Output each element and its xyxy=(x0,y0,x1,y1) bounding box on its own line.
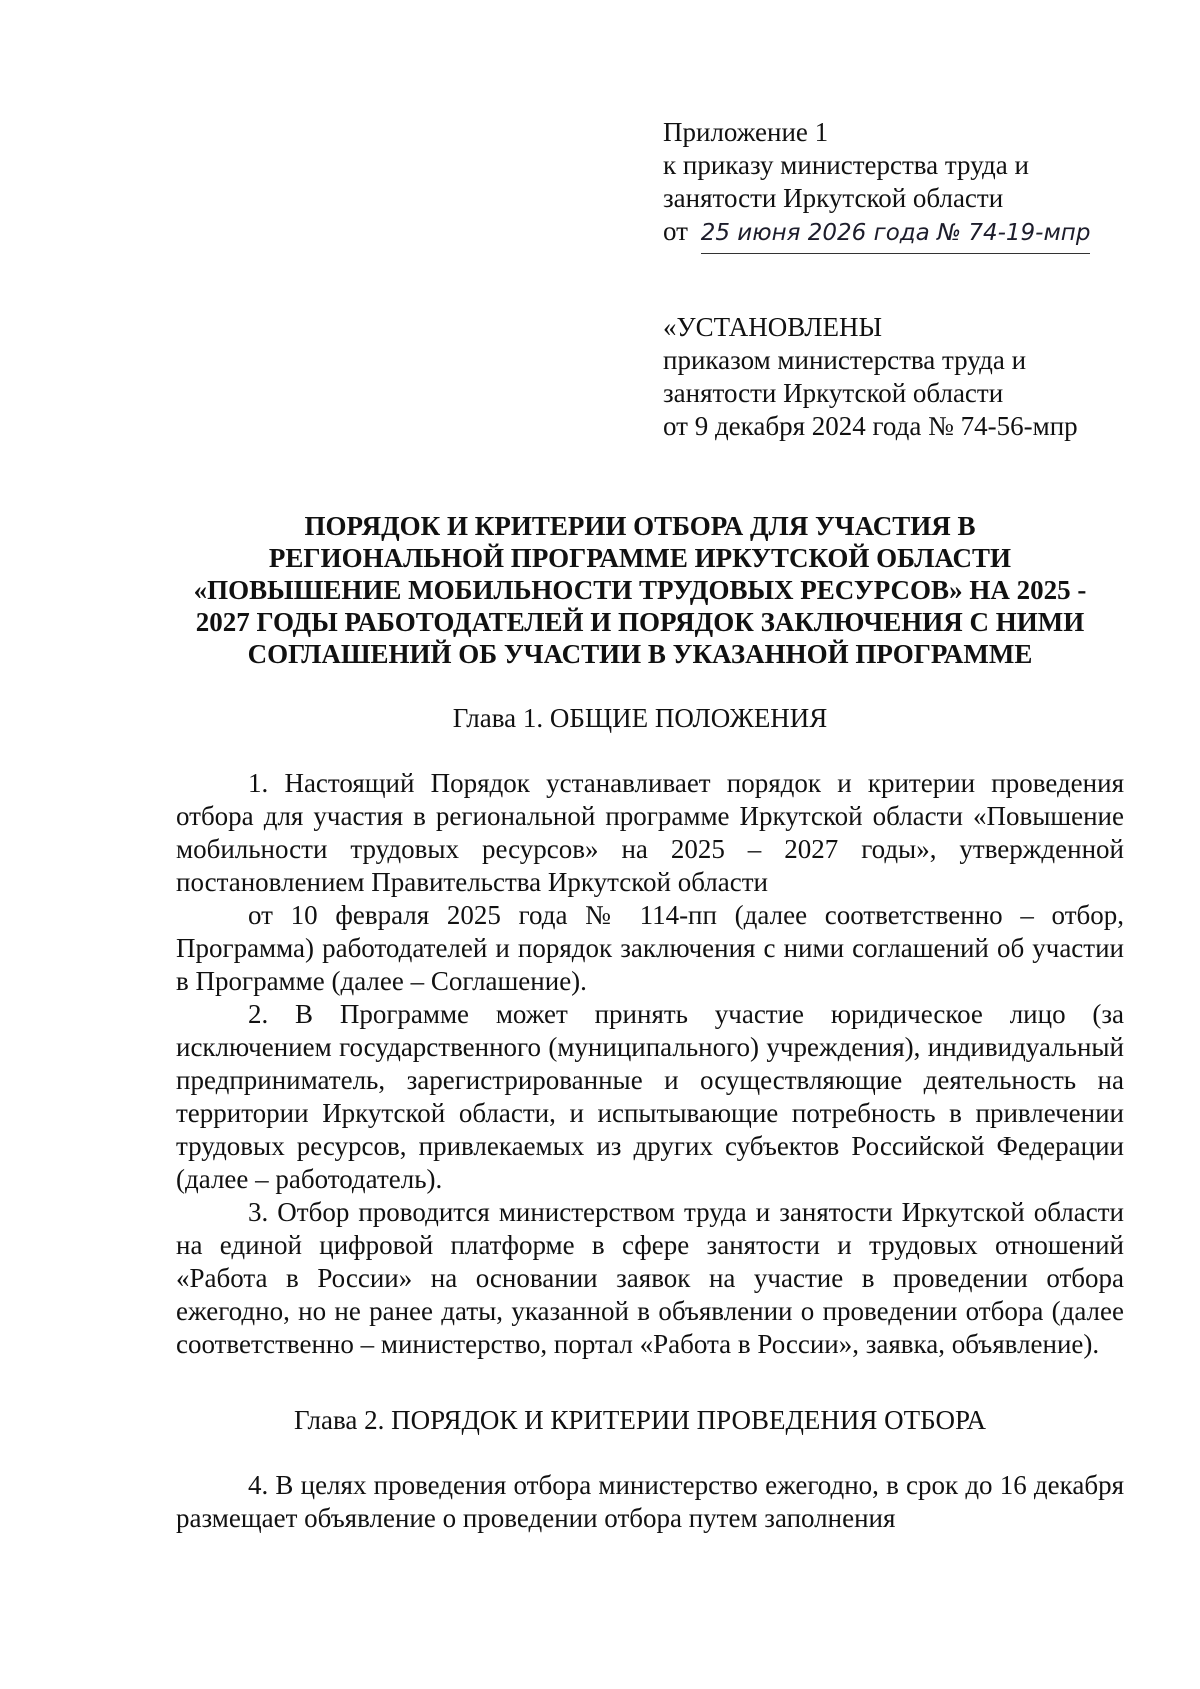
title-line-2: РЕГИОНАЛЬНОЙ ПРОГРАММЕ ИРКУТСКОЙ ОБЛАСТИ xyxy=(268,543,1012,573)
chapter-1-body xyxy=(176,767,1124,1361)
attachment-number: Приложение 1 xyxy=(663,117,829,147)
attachment-order-line: к приказу министерства труда и xyxy=(663,150,1029,180)
chapter-2-heading: Глава 2. ПОРЯДОК И КРИТЕРИИ ПРОВЕДЕНИЯ ОТБОРА xyxy=(293,1405,987,1435)
established-date-line: от 9 декабря 2024 года № 74-56-мпр xyxy=(663,411,1078,441)
title-line-5: СОГЛАШЕНИЙ ОБ УЧАСТИИ В УКАЗАННОЙ ПРОГРАММЕ xyxy=(247,639,1033,669)
title-line-4: 2027 ГОДЫ РАБОТОДАТЕЛЕЙ И ПОРЯДОК ЗАКЛЮЧЕНИЯ С НИМИ xyxy=(195,607,1085,637)
title-line-1: ПОРЯДОК И КРИТЕРИИ ОТБОРА ДЛЯ УЧАСТИЯ В xyxy=(304,511,976,541)
paragraph-1b: от 10 февраля 2025 года № 114-пп (далее соответственно – отбор, Программа) работодателей и порядок заключения с ними соглашений об участии в Программе (далее – Соглашение). xyxy=(176,900,1124,996)
paragraph-2: 2. В Программе может принять участие юридическое лицо (за исключением государственного (муниципального) учреждения), индивидуальный предприниматель, зарегистрированные и осуществляющие деятельность на территории Иркутской области, и испытывающие потребность в привлечении трудовых ресурсов, привлекаемых из других субъектов Российской Федерации (далее – работодатель). xyxy=(176,999,1124,1194)
paragraph-4: 4. В целях проведения отбора министерство ежегодно, в срок до 16 декабря размещает объявление о проведении отбора путем заполнения xyxy=(176,1470,1124,1533)
handwritten-text: 25 июня 2026 года № 74-19-мпр xyxy=(700,220,1091,246)
established-order-line: приказом министерства труда и xyxy=(663,345,1027,375)
paragraph-1a: 1. Настоящий Порядок устанавливает порядок и критерии проведения отбора для участия в региональной программе Иркутской области «Повышение мобильности трудовых ресурсов» на 2025 – 2027 годы», утвержденной постановлением Правительства Иркутской области xyxy=(176,768,1124,897)
handwritten-date-number xyxy=(701,217,1091,250)
signature-underline xyxy=(701,253,1091,254)
attachment-block xyxy=(663,116,1090,250)
established-ministry-line: занятости Иркутской области xyxy=(663,378,1004,408)
document-title xyxy=(140,510,1140,670)
established-block xyxy=(663,311,1078,443)
title-line-3: «ПОВЫШЕНИЕ МОБИЛЬНОСТИ ТРУДОВЫХ РЕСУРСОВ» НА 2025 - xyxy=(193,575,1087,605)
chapter-2-body xyxy=(176,1469,1124,1535)
established-heading: «УСТАНОВЛЕНЫ xyxy=(663,312,883,342)
attachment-date-line xyxy=(663,215,1090,250)
paragraph-3: 3. Отбор проводится министерством труда и занятости Иркутской области на единой цифровой платформе в сфере занятости и трудовых отношений «Работа в России» на основании заявок на участие в проведении отбора ежегодно, но не ранее даты, указанной в объявлении о проведении отбора (далее соответственно – министерство, портал «Работа в России», заявка, объявление). xyxy=(176,1197,1124,1359)
attachment-ministry-line: занятости Иркутской области xyxy=(663,183,1004,213)
attachment-from-prefix: от xyxy=(663,216,688,246)
chapter-1-heading: Глава 1. ОБЩИЕ ПОЛОЖЕНИЯ xyxy=(452,703,828,733)
